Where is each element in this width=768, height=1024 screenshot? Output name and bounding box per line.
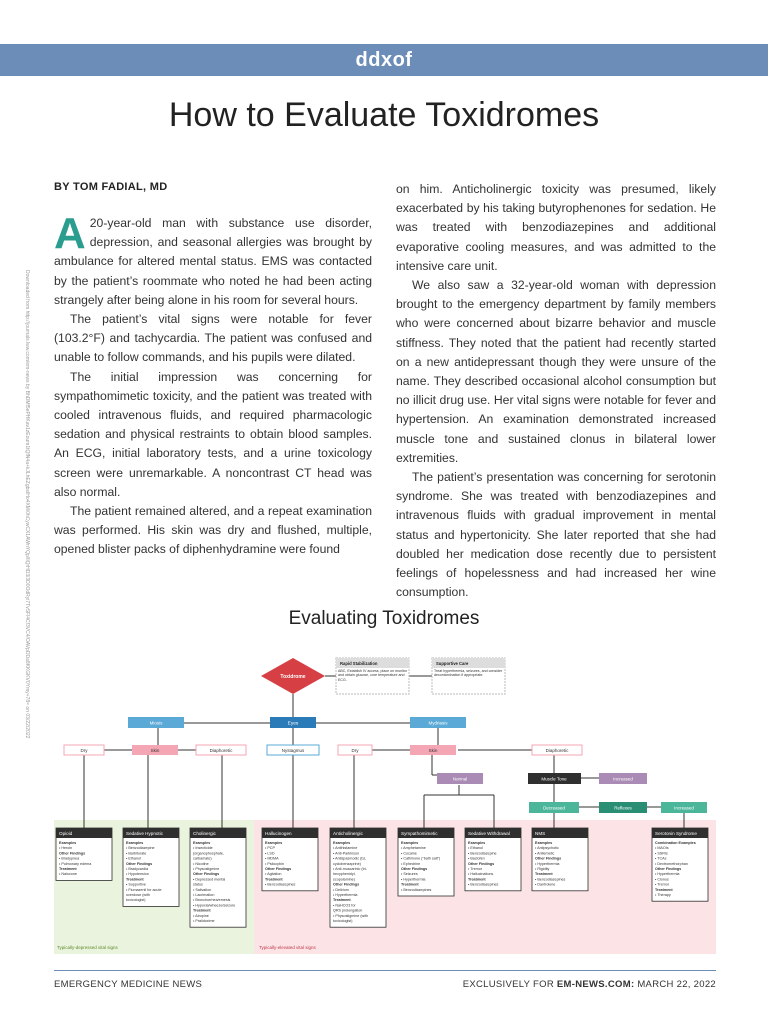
right-column <box>396 180 716 602</box>
toxidrome-card <box>330 828 386 927</box>
paragraph: The initial impression was concerning for sympathomimetic toxicity, and the patient was treated with cooled intravenous fluids, and required pharmacologic sedation and physical restraints to obtain blood samples. An ECG, initial laboratory tests, and a urine toxicology screen were unremarkable. A noncontrast CT head was also normal. <box>54 369 372 499</box>
card-line: • Heroin <box>59 846 73 851</box>
drop-cap: A <box>54 209 86 258</box>
card-line: • Pulmonary edema <box>59 861 92 866</box>
rapid-stabilization-title: Rapid Stabilization <box>340 661 378 666</box>
card-line: status <box>193 882 203 887</box>
card-line: Treatment <box>535 872 553 877</box>
toxidrome-card <box>190 828 246 927</box>
card-line: • Antiemetic <box>535 851 555 856</box>
card-line: • Delirium <box>333 887 349 892</box>
toxidrome-card <box>123 828 179 906</box>
mydriasis-label: Mydriasis <box>428 720 448 726</box>
card-line: • Hyperthermia <box>655 872 680 877</box>
paragraph: A 20-year-old man with substance use disorder, depression, and seasonal allergies was brought by ambulance for altered mental status. EMS was contacted by the patient’s roommate who noted he had been acting strangely after being alone in his room for several hours. <box>54 209 372 307</box>
card-line: • Supportive <box>126 882 146 887</box>
card-line: Other Findings <box>126 861 153 866</box>
card-line: • Benzodiazepine <box>468 851 497 856</box>
paragraph: The patient’s vital signs were notable for fever (103.2°F) and tachycardia. The patient was confused and unable to follow commands, and his pupils were dilated. <box>54 312 372 365</box>
card-line: Other Findings <box>655 867 682 871</box>
card-line: Other Findings <box>265 867 292 871</box>
card-line: Examples <box>126 841 144 845</box>
card-line: • MAOIs <box>655 846 669 851</box>
card-line: Examples <box>193 841 211 845</box>
paragraph: The patient remained altered, and a repeat examination was performed. His skin was dry and flushed, multiple, opened blister packs of diphenhydramine were found <box>54 504 372 557</box>
download-note-text: Downloaded from http://journals.lww.com/em-news by BhDMf5ePHKav1zEoum1tQfN4a+kJLhEZgbsIHo4XMi0hCywCX1AWnYQp/IlQrHD3i3D0OdRyi7TvSFl4Cf3VC4/OAVpDDa8KKGKV0Ymy+78= on 03/22/2022 <box>24 270 30 739</box>
card-line: • Bradycardia <box>126 867 148 871</box>
card-line: • Naloxone <box>59 872 77 877</box>
card-line: Other Findings <box>59 851 86 856</box>
card-line: • MDMA <box>265 856 279 861</box>
card-line: hexyphenidyl, <box>333 872 356 877</box>
card-line: • Dantrolene <box>535 882 556 887</box>
toxidrome-card <box>532 828 588 891</box>
rapid-stabilization-body: ABC, Establish IV access, place on monitor and obtain glucose, core temperature and ECG. <box>338 669 408 682</box>
eyes-label: Eyes <box>287 721 299 727</box>
normal-label: Normal <box>452 776 468 782</box>
card-line: • Salivation <box>193 887 212 892</box>
card-line: • Atropine <box>193 913 209 918</box>
supportive-care-title: Supportive Care <box>436 661 469 666</box>
card-line: • Nicotine <box>193 861 209 866</box>
card-title: Sedative Hypnotic <box>126 831 164 836</box>
card-title: Hallucinogen <box>265 831 292 836</box>
card-line: Treatment <box>126 877 144 882</box>
card-line: Treatment <box>401 882 419 887</box>
card-line: • Benzodiazepines <box>535 877 566 882</box>
diaphoretic-left-label: Diaphoretic <box>209 748 233 753</box>
card-line: • Pralidoxime <box>193 919 215 923</box>
card-line: • Dextromethorphan <box>655 861 688 866</box>
card-title: Cholinergic <box>193 831 216 836</box>
footer-rule <box>54 970 716 971</box>
card-line: • Seizures <box>401 872 418 877</box>
reflexes-label: Reflexes <box>614 805 632 811</box>
card-line: • Benzodiazepines <box>468 882 499 887</box>
card-line: • Hallucinations <box>468 872 494 877</box>
card-line: • Hypoxia/wheeze/seizure <box>193 903 236 908</box>
card-line: • Benzodiazepines <box>265 882 296 887</box>
card-line: • Tremor <box>655 882 669 887</box>
card-line: scopolamine) <box>333 877 355 882</box>
card-line: • Physostigmine (with <box>333 913 369 918</box>
card-line: • LSD <box>265 851 275 856</box>
card-line: • Tremor <box>468 867 482 871</box>
toxidrome-flowchart <box>54 650 716 956</box>
legend-depressed: Typically-depressed vital signs <box>57 945 118 950</box>
card-line: toxicologist) <box>126 898 146 903</box>
card-line: • Rigidity <box>535 867 550 871</box>
dry-right-label: Dry <box>351 748 359 753</box>
card-line: • Ephedrine <box>401 861 421 866</box>
card-title: Serotonin Syndrome <box>655 831 697 836</box>
card-line: • Clonus <box>655 877 669 882</box>
card-line: Treatment <box>59 867 77 871</box>
card-line: • Anti-muscarinic (tri- <box>333 867 367 871</box>
card-line: • Insecticide <box>193 846 213 851</box>
card-line: • Bradypnea <box>59 856 80 861</box>
card-line: Other Findings <box>193 872 220 877</box>
card-line: Examples <box>535 841 553 845</box>
card-line: Other Findings <box>401 867 428 871</box>
toxidrome-card <box>465 828 521 891</box>
increased-tone-label: Increased <box>613 776 633 782</box>
card-line: toxicologist) <box>333 919 353 923</box>
card-line: • Ethanol <box>126 856 141 861</box>
card-line: Examples <box>265 841 283 845</box>
card-line: Other Findings <box>333 882 360 887</box>
card-line: overdose (with <box>126 893 150 897</box>
card-line: Combination Examples <box>655 841 696 845</box>
dry-left-label: Dry <box>80 748 88 753</box>
increased-reflexes-label: Increased <box>674 805 694 811</box>
card-line: • Benzodiazepines <box>401 887 432 892</box>
legend-elevated: Typically-elevated vital signs <box>259 945 316 950</box>
download-note <box>18 270 32 750</box>
card-title: Sympathomimetic <box>401 831 438 836</box>
card-line: • Benzodiazepine <box>126 846 155 851</box>
card-line: • Antihistamine <box>333 846 358 851</box>
byline: BY TOM FADIAL, MD <box>54 181 168 193</box>
paragraph: The patient’s presentation was concerning for serotonin syndrome. She was treated with benzodiazepines and intravenous fluids with gradual improvement in mental status and hypertonicity. She later reported that she had doubled her medication dose recently due to persistent feelings of hopelessness and had increased her wine consumption. <box>396 470 716 600</box>
figure-title: Evaluating Toxidromes <box>288 608 480 629</box>
nystagmus-label: Nystagmus <box>281 748 305 753</box>
card-line: Other Findings <box>468 861 495 866</box>
card-line: • Amphetamine <box>401 846 426 851</box>
footer-site: EM-NEWS.COM: <box>556 979 635 990</box>
paragraph: We also saw a 32-year-old woman with depression brought to the emergency department by family members who were concerned about bizarre behavior and muscle stiffness. They noted that the patient had recently started on a new antidepressant though they were unsure of the name. They described occasional alcohol consumption but no illicit drug use. Her vital signs were notable for fever and hypertension. An examination demonstrated increased muscle tone and sustained clonus in bilateral lower extremities. <box>396 278 716 465</box>
card-line: • Flumazenil for acute <box>126 887 162 892</box>
skin-right-label: Skin <box>428 748 438 753</box>
footer-publication: EMERGENCY MEDICINE NEWS <box>54 979 203 990</box>
card-line: Examples <box>468 841 486 845</box>
card-line: Treatment <box>333 898 351 903</box>
toxidrome-card <box>652 828 708 901</box>
card-line: • Lacrimation <box>193 893 215 897</box>
card-line: Examples <box>401 841 419 845</box>
card-line: • Depressed mental <box>193 877 226 882</box>
card-line: Examples <box>59 841 77 845</box>
card-title: Anticholinergic <box>333 831 363 836</box>
card-line: Treatment <box>265 877 283 882</box>
card-line: • PCP <box>265 846 275 851</box>
toxidrome-card <box>56 828 112 880</box>
card-line: • Physostigmine <box>193 867 220 871</box>
diaphoretic-right-label: Diaphoretic <box>545 748 569 753</box>
card-line: • Psilocybin <box>265 861 284 866</box>
card-line: • Hyperthermia <box>401 877 426 882</box>
card-line: Other Findings <box>535 856 562 861</box>
card-line: • TCAs <box>655 856 667 861</box>
card-line: • Hyperthermia <box>535 861 560 866</box>
card-line: • Ethanol <box>468 846 483 851</box>
card-line: • Hypotension <box>126 872 149 877</box>
article-title: How to Evaluate Toxidromes <box>168 96 600 134</box>
card-line: Treatment <box>468 877 486 882</box>
left-column <box>54 209 372 560</box>
footer-exclusive: EXCLUSIVELY FOR EM-NEWS.COM: MARCH 22, 2022 <box>462 979 716 990</box>
card-line: QRS prolongation <box>333 908 363 913</box>
card-line: Examples <box>333 841 351 845</box>
card-line: Treatment <box>655 887 673 892</box>
supportive-care-body: Treat hyperthermia, seizures, and consider decontamination if appropriate. <box>434 669 503 678</box>
card-line: • Cocaine <box>401 851 417 856</box>
toxidrome-card <box>262 828 318 891</box>
section-banner: ddxof <box>0 44 768 76</box>
card-line: • Cathinone ("bath salt") <box>401 856 441 861</box>
card-line: • Antispasmodic (bz, <box>333 856 367 861</box>
miosis-label: Miosis <box>149 720 163 726</box>
card-line: • Therapy <box>655 893 671 897</box>
toxidrome-card <box>398 828 454 896</box>
card-line: • Baclofen <box>468 856 485 861</box>
decreased-label: Decreased <box>543 805 565 811</box>
paragraph: on him. Anticholinergic toxicity was presumed, likely exacerbated by his taking butyrophenones for sedation. He was treated with benzodiazepines and additional evaporative cooling measures, and was admitted to the intensive care unit. <box>396 182 716 273</box>
muscle-tone-label: Muscle Tone <box>541 776 567 782</box>
card-title: Opioid <box>59 831 73 836</box>
card-line: • Hyperthermia <box>333 893 358 897</box>
card-line: • Agitation <box>265 872 282 877</box>
card-line: • NaHCO3 for <box>333 903 356 908</box>
card-line: (organophosphate, <box>193 851 224 856</box>
card-line: • Barbiturate <box>126 851 147 856</box>
card-line: Treatment <box>193 908 211 913</box>
card-line: carbamate) <box>193 856 212 861</box>
card-line: cyclobenzaprine) <box>333 861 361 866</box>
card-title: Sedative Withdrawal <box>468 831 510 836</box>
card-line: • SSRIs <box>655 851 668 856</box>
toxidrome-start-label: Toxidrome <box>280 674 306 680</box>
skin-left-label: Skin <box>150 748 160 753</box>
card-line: • Antipsychotic <box>535 846 559 851</box>
card-title: NMS <box>535 831 546 836</box>
card-line: • Anti-Parkinson <box>333 851 360 856</box>
card-line: • Bronchorrhea/emesis <box>193 898 231 903</box>
